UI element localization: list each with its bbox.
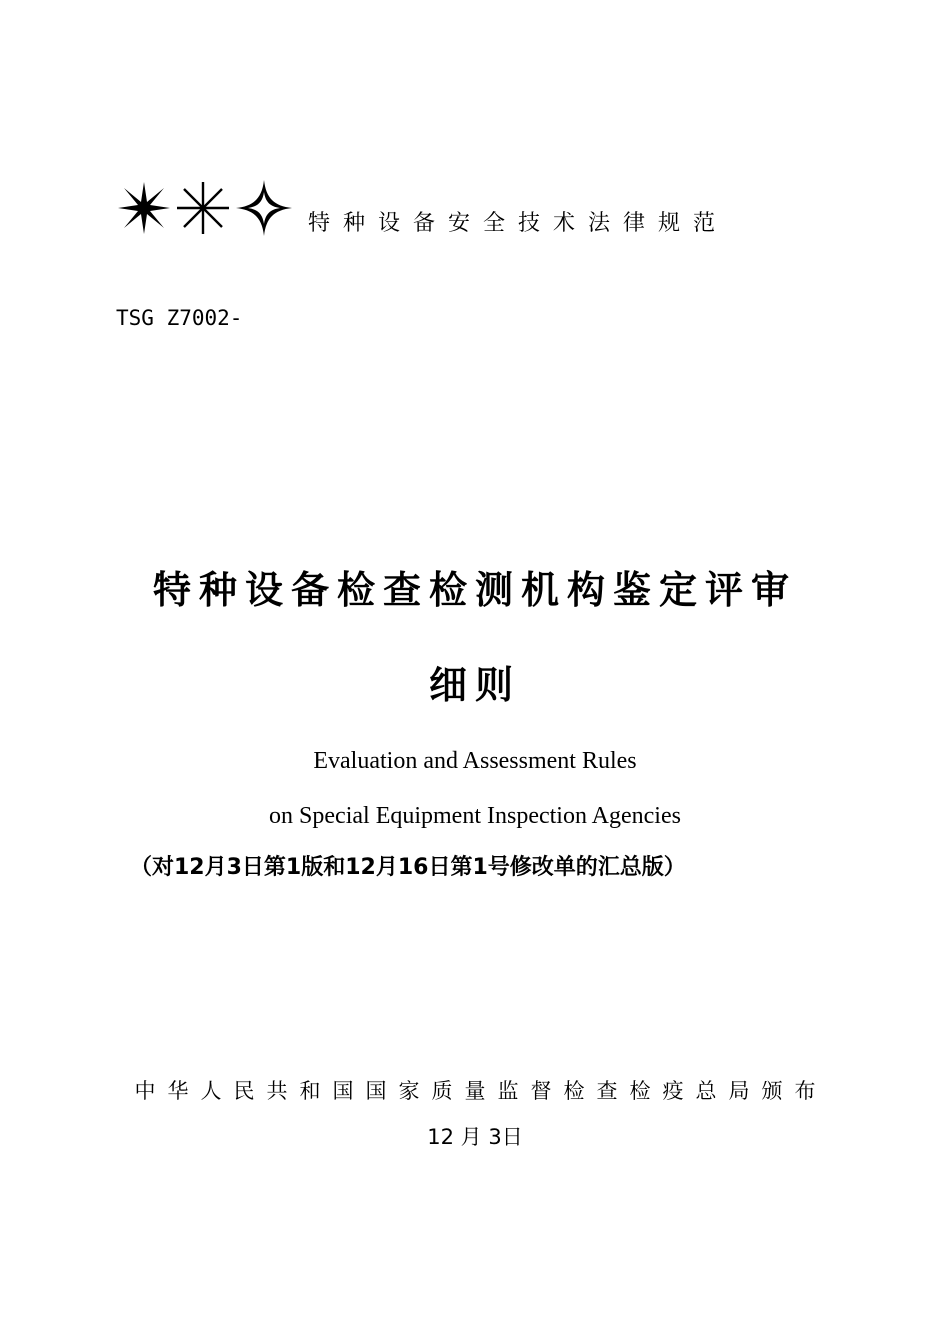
issue-date: 12 月 3日 [427,1125,523,1149]
edition-note: （对12月3日第1版和12月16日第1号修改单的汇总版） [130,855,686,880]
asterisk-star-icon [174,180,232,236]
document-title-line-1: 特种设备检查检测机构鉴定评审 [152,568,797,612]
issuing-authority: 中华人民共和国国家质量监督检查检疫总局颁布 [134,1079,828,1103]
english-title-line-1: Evaluation and Assessment Rules [313,748,637,774]
english-title-line-2: on Special Equipment Inspection Agencies [269,803,681,829]
eight-point-star-icon [116,180,172,236]
four-point-star-icon [234,178,294,238]
document-title-line-2: 细则 [428,663,521,707]
series-title: 特种设备安全技术法律规范 [308,211,729,236]
standard-code: TSG Z7002- [116,306,243,330]
header-line [116,176,728,240]
header-symbols [116,176,294,240]
